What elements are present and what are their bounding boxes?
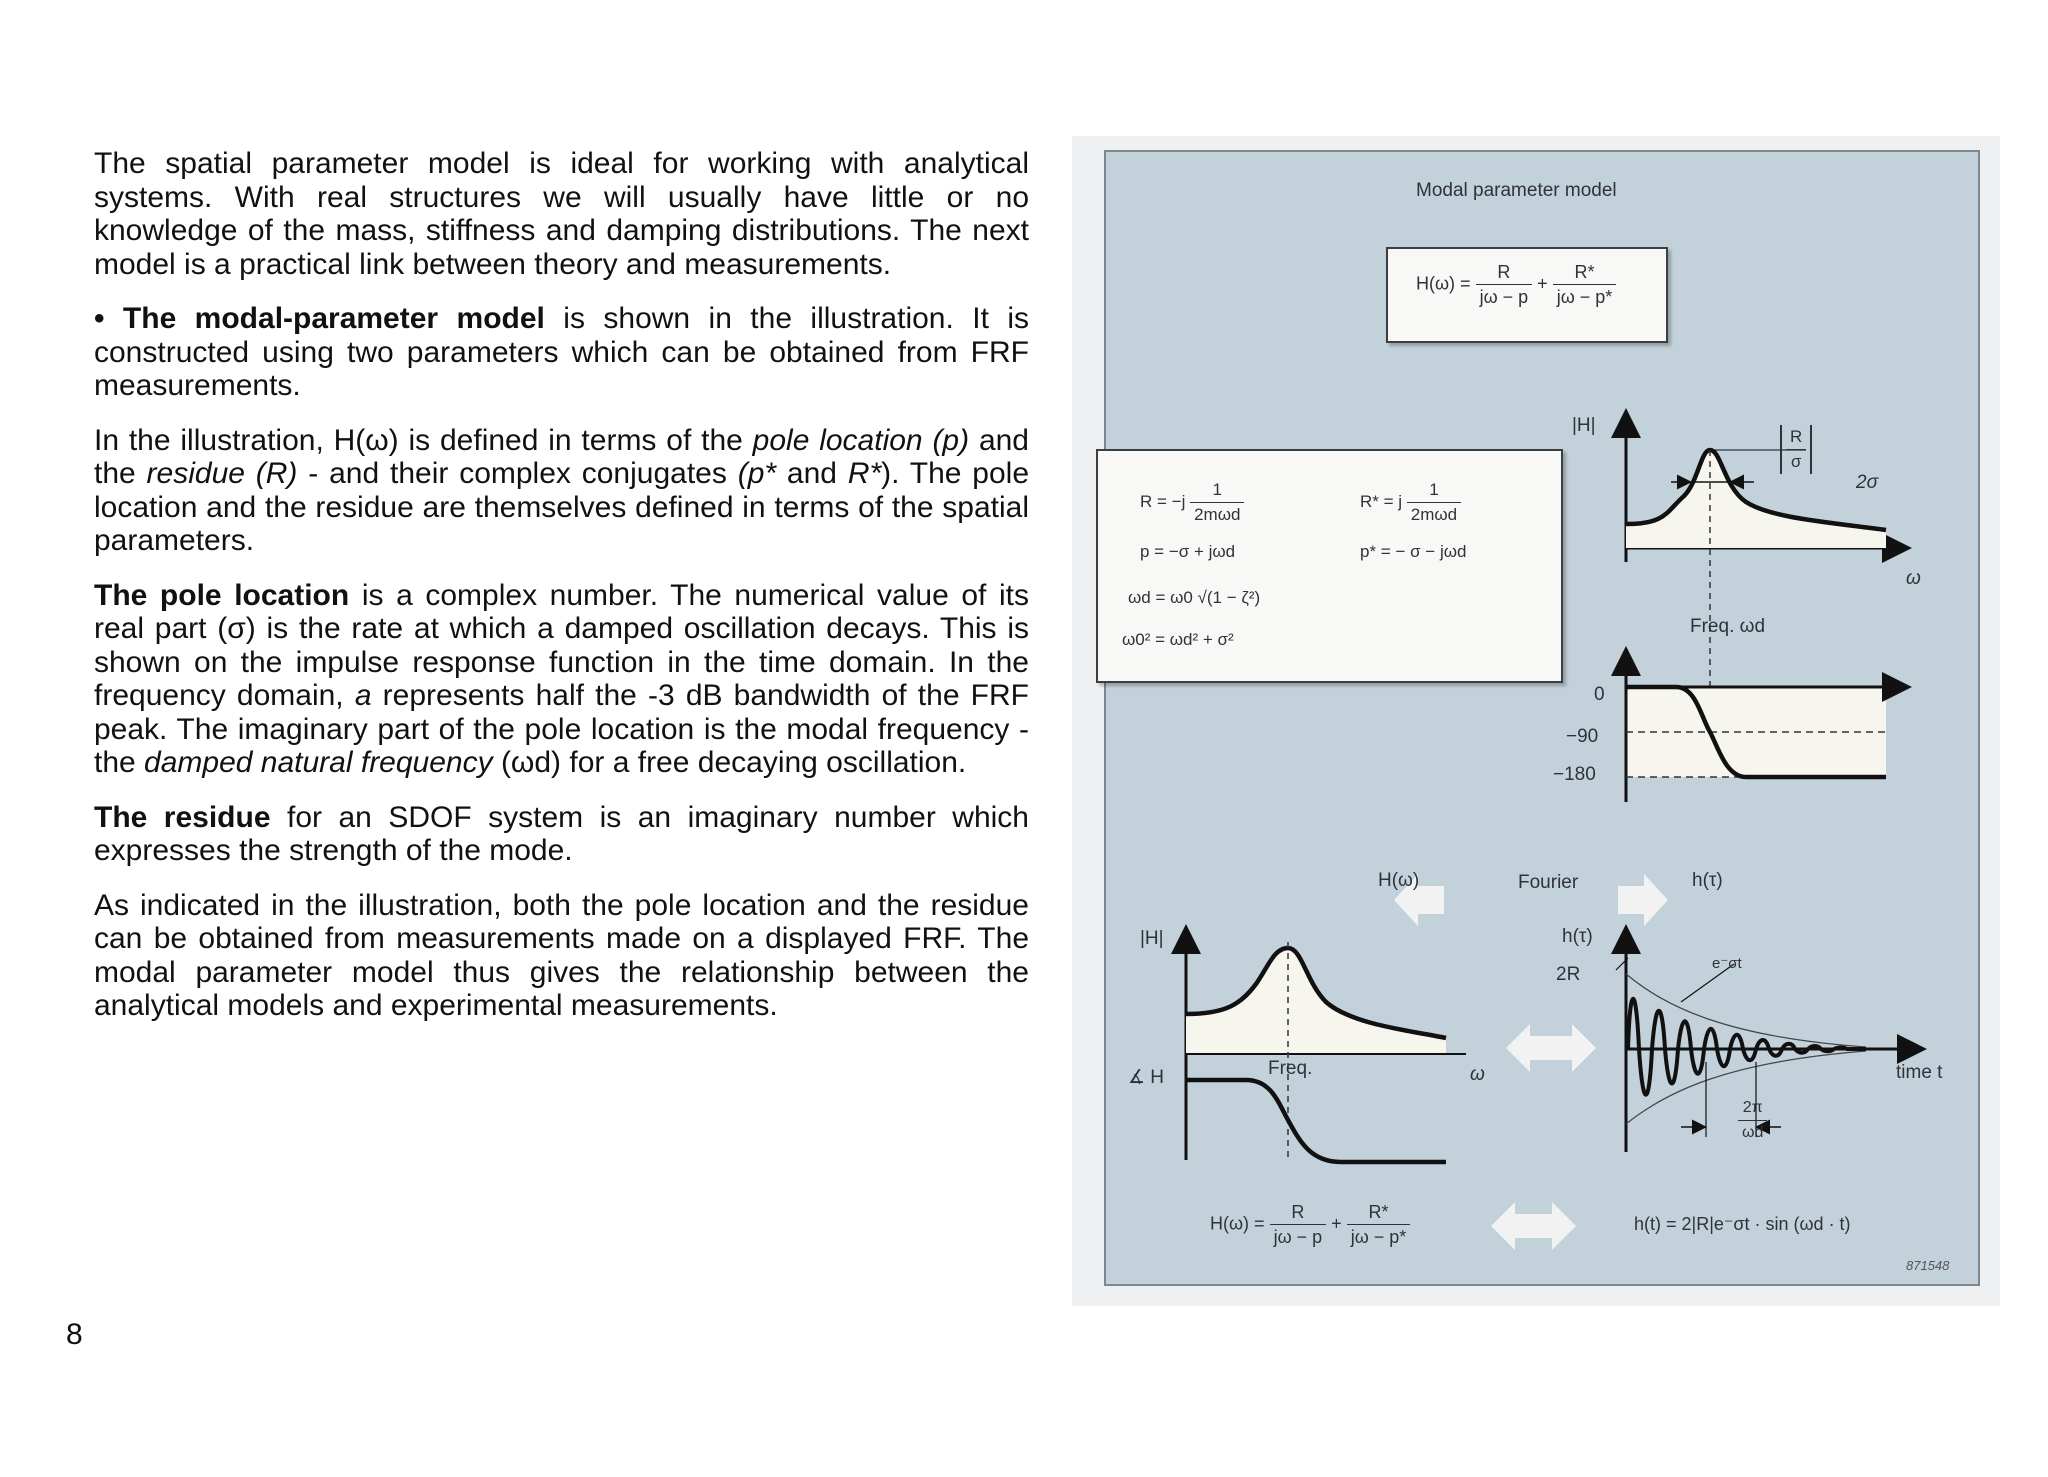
top-equation — [1416, 260, 1616, 309]
p3-i3: (p* — [737, 457, 787, 490]
pole-location-heading: The pole location — [94, 578, 350, 612]
upper-mag-y-label: |H| — [1572, 415, 1596, 436]
p3-i2: residue (R) — [146, 457, 298, 490]
top-eq-d2: jω − p* — [1556, 287, 1613, 307]
top-eq-frac-1 — [1476, 260, 1533, 309]
p4-a: is a complex number. The numerical value of its real part (σ) is the rate at which a damped oscillation decays. This is shown on the impulse response function in the time domain. In the frequency domain, — [94, 578, 1029, 712]
fourier-mid-label: Fourier — [1518, 872, 1579, 893]
paragraph-1 — [94, 147, 1029, 281]
def-r-den: 2mωd — [1194, 505, 1241, 524]
bottom-equation-right: h(t) = 2|R|e⁻σt · sin (ωd · t) — [1634, 1214, 1851, 1234]
fourier-right-label: h(τ) — [1692, 870, 1723, 891]
def-r-star — [1360, 478, 1461, 527]
figure-code: 871548 — [1906, 1258, 1950, 1273]
p3-i4: R* — [847, 457, 882, 490]
body-text — [94, 147, 1029, 1044]
peak-ratio-label — [1780, 425, 1812, 474]
def-r-frac — [1190, 478, 1244, 527]
peak-ratio-num: R — [1786, 425, 1806, 450]
phase-tick-180: −180 — [1553, 764, 1596, 785]
def-p-star: p* = − σ − jωd — [1360, 542, 1467, 561]
period-den: ωd — [1742, 1124, 1764, 1141]
bottom-eq-frac-2 — [1347, 1200, 1411, 1249]
def-r-num: 1 — [1190, 478, 1244, 503]
bottom-eq-n1: R — [1270, 1200, 1327, 1225]
lower-phase-label: ∡ H — [1128, 1067, 1165, 1088]
top-eq-n2: R* — [1553, 260, 1617, 285]
modal-model-heading: • The modal-parameter model — [94, 302, 545, 335]
upper-mag-fill — [1626, 450, 1886, 548]
envelope-upper — [1626, 974, 1866, 1047]
paragraph-5 — [94, 801, 1029, 868]
def-r — [1140, 478, 1244, 527]
paragraph-2 — [94, 302, 1029, 403]
p5-rest: for an SDOF system is an imaginary number which expresses the strength of the mode. — [94, 800, 1029, 867]
lower-mag-fill — [1186, 948, 1446, 1054]
phase-tick-0: 0 — [1594, 684, 1605, 705]
def-omega-0: ω0² = ωd² + σ² — [1122, 630, 1234, 649]
bottom-equation-left — [1210, 1200, 1410, 1249]
peak-ratio-den: σ — [1790, 452, 1802, 471]
p3-e: ). The pole location and the residue are themselves defined in terms of the spatial parameters. — [94, 457, 1030, 557]
def-p: p = −σ + jωd — [1140, 542, 1236, 561]
p3-b: and the — [94, 423, 1029, 490]
double-arrow-middle-icon — [1506, 1024, 1596, 1072]
p3-i1: pole location (p) — [752, 423, 970, 457]
period-num: 2π — [1738, 1096, 1767, 1121]
def-omega-d: ωd = ω0 √(1 − ζ²) — [1128, 588, 1261, 607]
paragraph-3 — [94, 424, 1029, 558]
top-eq-lhs: H(ω) = — [1416, 273, 1471, 294]
paragraph-4 — [94, 579, 1029, 780]
impulse-response-curve — [1628, 999, 1866, 1095]
p4-i1: a — [354, 679, 372, 712]
period-frac — [1738, 1096, 1767, 1145]
paragraph-1-text: The spatial parameter model is ideal for working with analytical systems. With real structures we will usually have little or no knowledge of the mass, stiffness and damping distributions. The next model is a practical link between theory and measurements. — [94, 147, 1029, 281]
fourier-arrow-right-icon — [1618, 874, 1668, 926]
freq-wd-label: Freq. ωd — [1690, 616, 1766, 637]
bottom-eq-n2: R* — [1347, 1200, 1411, 1225]
bottom-eq-frac-1 — [1270, 1200, 1327, 1249]
p3-a: In the illustration, H(ω) is defined in terms of the — [94, 423, 753, 457]
peak-ratio-frac — [1786, 425, 1806, 474]
envelope-label: e⁻σt — [1712, 955, 1742, 972]
def-rs-frac — [1407, 478, 1461, 527]
figure-title: Modal parameter model — [1416, 180, 1617, 201]
upper-x-label: ω — [1906, 568, 1921, 589]
p6-text: As indicated in the illustration, both the pole location and the residue can be obtained from measurements made on a displayed FRF. The modal parameter model thus gives the relationship between the analytical models and experimental measurements. — [94, 888, 1029, 1022]
bandwidth-label: 2σ — [1856, 472, 1879, 493]
lower-phase-curve — [1186, 1080, 1446, 1162]
period-label — [1738, 1096, 1767, 1145]
lower-freq-label: Freq. — [1268, 1058, 1313, 1079]
top-eq-d1: jω − p — [1479, 287, 1529, 307]
paragraph-6 — [94, 889, 1029, 1023]
phase-tick-90: −90 — [1566, 726, 1599, 747]
def-rs-num: 1 — [1407, 478, 1461, 503]
lower-mag-y-label: |H| — [1140, 928, 1164, 949]
fourier-left-label: H(ω) — [1378, 870, 1420, 891]
impulse-amp-label: 2R — [1556, 964, 1581, 985]
page-number: 8 — [66, 1318, 83, 1351]
lower-x-label: ω — [1470, 1064, 1485, 1085]
p4-b: represents half the -3 dB bandwidth of the FRF peak. The imaginary part of the pole location is the modal frequency - the — [94, 679, 1029, 779]
double-arrow-bottom-icon — [1491, 1202, 1576, 1250]
p4-i2: damped natural frequency — [144, 746, 493, 779]
def-rs-den: 2mωd — [1410, 505, 1458, 524]
paragraph-2-text: is shown in the illustration. It is constructed using two parameters which can be obtained from FRF measurements. — [94, 302, 1029, 402]
p4-c: (ωd) for a free decaying oscillation. — [492, 746, 967, 779]
residue-heading: The residue — [94, 800, 271, 834]
top-eq-frac-2 — [1553, 260, 1617, 309]
def-rs-lhs: R* = j — [1360, 491, 1403, 511]
def-r-lhs: R = −j — [1140, 491, 1186, 511]
impulse-y-label: h(τ) — [1562, 926, 1593, 947]
p3-d: and — [786, 457, 848, 490]
bottom-eq-d2: jω − p* — [1350, 1227, 1407, 1247]
top-eq-n1: R — [1476, 260, 1533, 285]
top-eq-plus: + — [1537, 273, 1548, 294]
bottom-eq-lhs: H(ω) = — [1210, 1213, 1265, 1234]
bottom-eq-d1: jω − p — [1273, 1227, 1323, 1247]
modal-parameter-figure — [1104, 150, 1980, 1286]
p3-c: - and their complex conjugates — [297, 457, 738, 490]
bottom-eq-plus: + — [1331, 1213, 1342, 1234]
time-axis-label: time t — [1896, 1062, 1943, 1083]
